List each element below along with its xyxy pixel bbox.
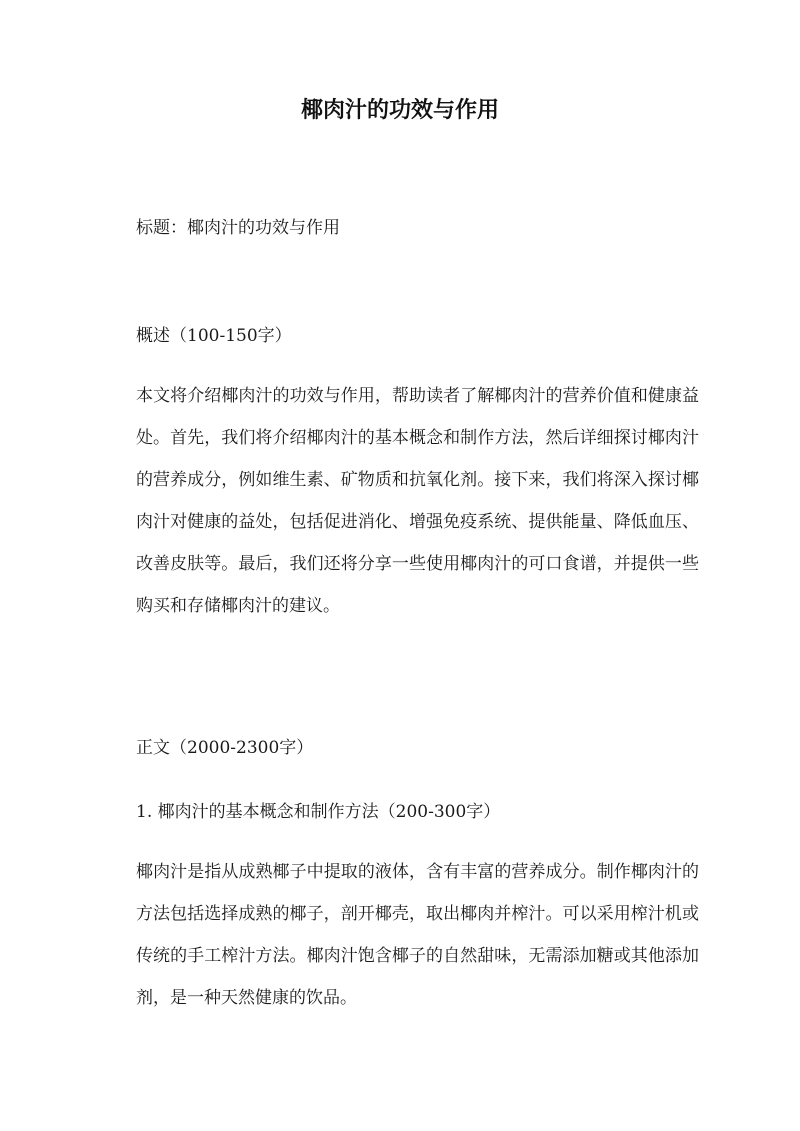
overview-heading: 概述（100-150字）	[136, 326, 292, 346]
body-heading: 正文（2000-2300字）	[136, 738, 314, 758]
section1-paragraph: 椰肉汁是指从成熟椰子中提取的液体，含有丰富的营养成分。制作椰肉汁的方法包括选择成熟的椰子，剖开椰壳，取出椰肉并榨汁。可以采用榨汁机或传统的手工榨汁方法。椰肉汁饱含椰子的自然甜味，无需添加糖或其他添加剂，是一种天然健康的饮品。	[136, 862, 699, 1008]
section1-heading: 1. 椰肉汁的基本概念和制作方法（200-300字）	[136, 802, 501, 822]
overview-paragraph: 本文将介绍椰肉汁的功效与作用，帮助读者了解椰肉汁的营养价值和健康益处。首先，我们将介绍椰肉汁的基本概念和制作方法，然后详细探讨椰肉汁的营养成分，例如维生素、矿物质和抗氧化剂。接下来，我们将深入探讨椰肉汁对健康的益处，包括促进消化、增强免疫系统、提供能量、降低血压、改善皮肤等。最后，我们还将分享一些使用椰肉汁的可口食谱，并提供一些购买和存储椰肉汁的建议。	[136, 386, 699, 616]
title-line: 标题：椰肉汁的功效与作用	[136, 218, 340, 238]
document-title: 椰肉汁的功效与作用	[300, 97, 499, 123]
